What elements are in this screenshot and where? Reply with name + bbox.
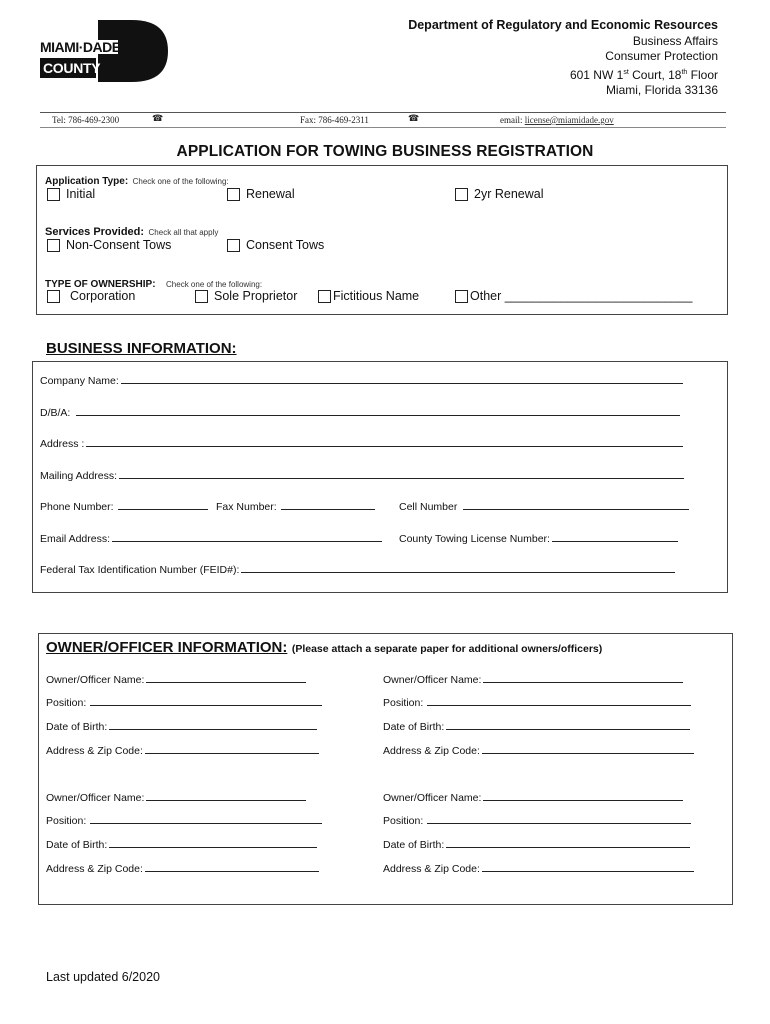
- option-consent-tows[interactable]: Consent Tows: [227, 238, 324, 252]
- email-link[interactable]: license@miamidade.gov: [524, 115, 614, 125]
- email-contact: [500, 115, 614, 125]
- owner1-position-field[interactable]: Position:: [46, 695, 322, 709]
- owner4-address-field[interactable]: Address & Zip Code:: [383, 861, 694, 875]
- division-name: Business Affairs: [632, 33, 718, 48]
- department-address: [408, 18, 718, 99]
- option-non-consent-tows[interactable]: Non-Consent Tows: [47, 238, 171, 252]
- checkbox[interactable]: [318, 290, 331, 303]
- checkbox[interactable]: [47, 239, 60, 252]
- owner3-address-field[interactable]: Address & Zip Code:: [46, 861, 319, 875]
- option-initial[interactable]: Initial: [47, 187, 95, 201]
- department-name: Department of Regulatory and Economic Resources: [408, 18, 718, 32]
- owner3-position-field[interactable]: Position:: [46, 813, 322, 827]
- email-address-field[interactable]: Email Address:: [40, 531, 382, 545]
- email-label: email:: [500, 115, 525, 125]
- address-field[interactable]: Address :: [40, 436, 683, 450]
- business-info-heading: BUSINESS INFORMATION:: [46, 340, 237, 357]
- tel-number: Tel: 786-469-2300: [52, 115, 120, 125]
- owner4-name-field[interactable]: Owner/Officer Name:: [383, 790, 683, 804]
- feid-field[interactable]: Federal Tax Identification Number (FEID#):: [40, 562, 675, 576]
- owner2-name-field[interactable]: Owner/Officer Name:: [383, 672, 683, 686]
- mailing-address-field[interactable]: Mailing Address:: [40, 468, 684, 482]
- owner-info-header: [46, 639, 602, 657]
- option-corporation[interactable]: Corporation: [47, 289, 135, 303]
- county-license-field[interactable]: County Towing License Number:: [399, 531, 678, 545]
- checkbox[interactable]: [47, 290, 60, 303]
- owner-info-box: [38, 633, 733, 905]
- fax-number: Fax: 786-469-2311: [300, 115, 369, 125]
- application-options-box: [36, 165, 728, 315]
- option-fictitious-name[interactable]: Fictitious Name: [318, 289, 419, 303]
- contact-divider: [40, 127, 726, 128]
- owner4-position-field[interactable]: Position:: [383, 813, 691, 827]
- option-2yr-renewal[interactable]: 2yr Renewal: [455, 187, 543, 201]
- owner1-address-field[interactable]: Address & Zip Code:: [46, 743, 319, 757]
- page-title: APPLICATION FOR TOWING BUSINESS REGISTRATION: [176, 143, 594, 160]
- option-sole-proprietor[interactable]: Sole Proprietor: [195, 289, 297, 303]
- ownership-heading: TYPE OF OWNERSHIP: Check one of the following:: [45, 279, 263, 290]
- owner3-name-field[interactable]: Owner/Officer Name:: [46, 790, 306, 804]
- phone-number-field[interactable]: Phone Number:: [40, 499, 208, 513]
- owner2-position-field[interactable]: Position:: [383, 695, 691, 709]
- services-heading: Services Provided: Check all that apply: [45, 226, 219, 238]
- last-updated: Last updated 6/2020: [46, 970, 160, 984]
- street-address: 601 NW 1st Court, 18th Floor: [569, 67, 718, 82]
- application-type-heading: Application Type: Check one of the following:: [45, 176, 229, 187]
- checkbox[interactable]: [47, 188, 60, 201]
- owner-info-heading: OWNER/OFFICER INFORMATION:: [46, 639, 288, 656]
- miami-dade-logo: [40, 18, 170, 84]
- checkbox[interactable]: [455, 188, 468, 201]
- unit-name: Consumer Protection: [605, 49, 718, 63]
- owner3-dob-field[interactable]: Date of Birth:: [46, 837, 317, 851]
- checkbox[interactable]: [227, 239, 240, 252]
- business-info-box: [32, 361, 728, 593]
- owner2-dob-field[interactable]: Date of Birth:: [383, 719, 690, 733]
- owner1-name-field[interactable]: Owner/Officer Name:: [46, 672, 306, 686]
- owner1-dob-field[interactable]: Date of Birth:: [46, 719, 317, 733]
- city-state-zip: Miami, Florida 33136: [605, 83, 718, 97]
- owner4-dob-field[interactable]: Date of Birth:: [383, 837, 690, 851]
- owner-info-note: (Please attach a separate paper for additional owners/officers): [291, 643, 603, 655]
- option-renewal[interactable]: Renewal: [227, 187, 295, 201]
- checkbox[interactable]: [455, 290, 468, 303]
- checkbox[interactable]: [227, 188, 240, 201]
- logo-text-miami-dade: MIAMI·DADE: [40, 39, 121, 55]
- company-name-field[interactable]: Company Name:: [40, 373, 683, 387]
- cell-number-field[interactable]: Cell Number: [399, 499, 689, 513]
- checkbox[interactable]: [195, 290, 208, 303]
- dba-field[interactable]: D/B/A:: [40, 405, 680, 419]
- logo-text-county: COUNTY: [43, 60, 101, 76]
- header-divider: [40, 112, 726, 113]
- phone-icon: ☎: [152, 113, 164, 123]
- fax-number-field[interactable]: Fax Number:: [216, 499, 375, 513]
- fax-icon: ☎: [408, 113, 420, 123]
- option-other[interactable]: Other ___________________________: [455, 289, 692, 303]
- owner2-address-field[interactable]: Address & Zip Code:: [383, 743, 694, 757]
